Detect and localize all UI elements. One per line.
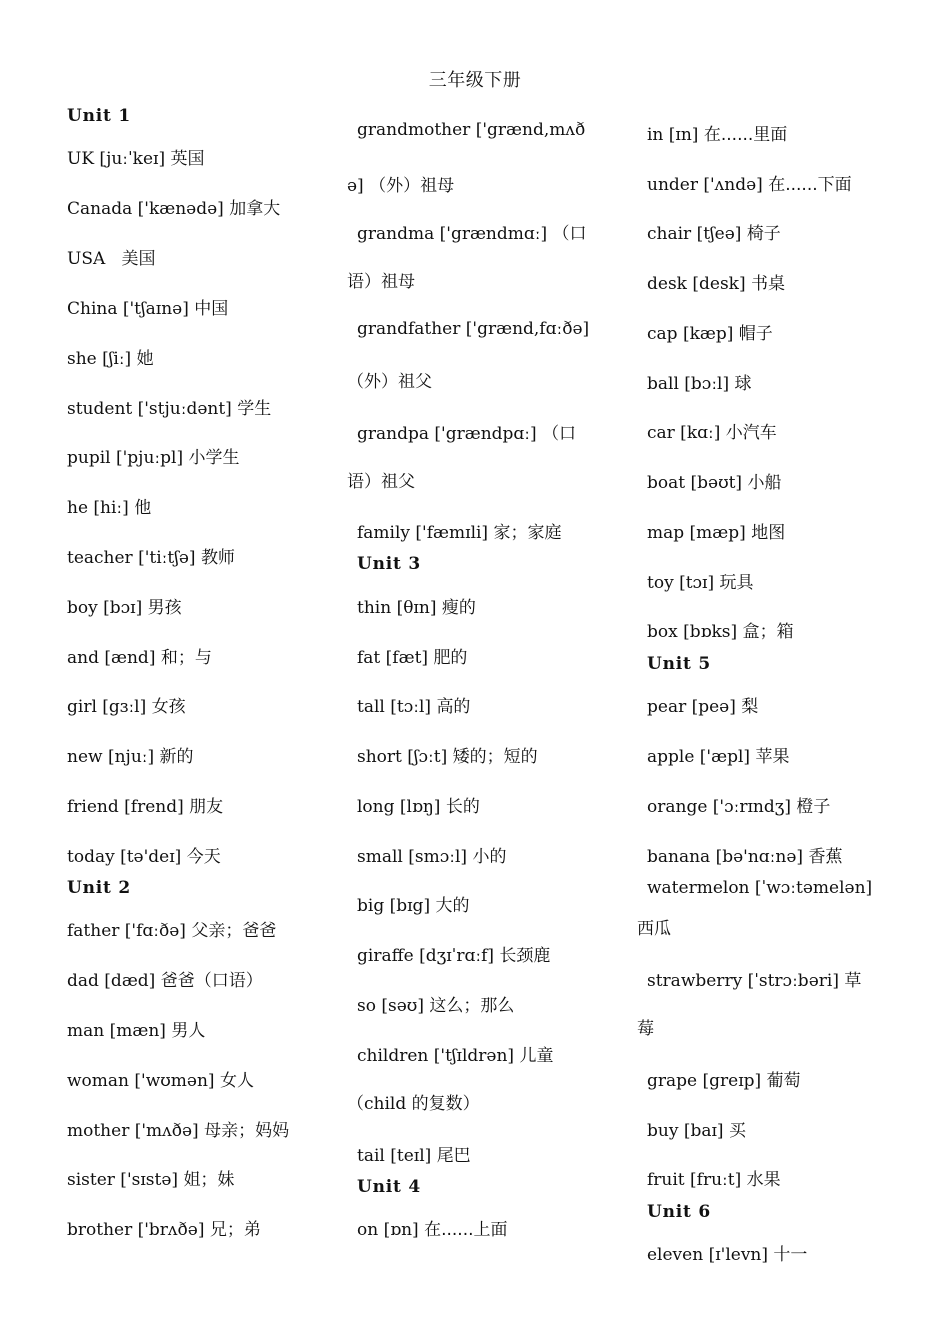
vocab-entry [67,1215,261,1240]
vocab-entry [357,941,550,966]
word-cn: 男孩 [147,598,182,618]
word-cn: 他 [134,498,152,518]
unit-heading: Unit 4 [357,1177,422,1197]
word-en: box [bɒks] [647,622,738,642]
vocab-entry [357,891,469,916]
word-en: tail [teɪl] [357,1146,432,1166]
vocab-entry [357,842,506,867]
word-en: chair [tʃeə] [647,224,742,244]
vocab-entry [67,842,221,867]
vocab-entry [357,219,587,244]
word-cn: 书桌 [751,274,786,294]
word-cn: 儿童 [519,1046,554,1066]
vocab-entry [647,966,861,991]
vocab-entry [67,1165,234,1190]
word-cn: 在......上面 [424,1220,508,1240]
vocab-entry [67,443,239,468]
word-en: grandmother ['grænd,mʌð [357,120,586,140]
word-cn: 朋友 [189,797,224,817]
word-en: long [lɒŋ] [357,797,441,817]
word-cn: 的复数） [411,1094,480,1114]
vocab-entry [647,742,789,767]
word-cn: 家；家庭 [493,523,562,543]
word-cn: 教师 [200,548,235,568]
vocab-entry [647,219,781,244]
word-cn: 玩具 [719,573,754,593]
vocab-entry [647,792,830,817]
word-en: ə] [347,176,364,196]
word-en: she [ʃiː] [67,349,132,369]
word-en: cap [kæp] [647,324,734,344]
vocab-entry [357,792,480,817]
word-en: small [smɔːl] [357,847,468,867]
word-cn: 小的 [472,847,507,867]
word-en: giraffe [dʒɪˈrɑːf] [357,946,495,966]
word-en: family ['fæmɪli] [357,523,489,543]
vocab-entry [67,916,276,941]
word-cn: 长的 [445,797,480,817]
vocab-entry [357,518,561,543]
word-en: watermelon [ˈwɔːtəmelən] [647,878,873,898]
word-cn: 学生 [237,399,272,419]
vocab-entry [647,269,785,294]
word-cn: 橙子 [796,797,831,817]
word-cn: 语）祖父 [347,472,415,492]
vocab-entry [67,294,228,319]
word-en: eleven [ɪ'levn] [647,1245,769,1265]
word-cn: 今天 [186,847,221,867]
vocab-entry [357,692,470,717]
word-en: mother ['mʌðə] [67,1121,199,1141]
word-cn: 长颈鹿 [499,946,551,966]
word-en: woman ['wʊmən] [67,1071,215,1091]
word-en: ball [bɔːl] [647,374,730,394]
vocab-entry [357,742,538,767]
word-en: boat [bəʊt] [647,473,743,493]
vocab-entry-continued [347,171,454,196]
word-cn: 草 [844,971,862,991]
word-cn: 兄；弟 [209,1220,261,1240]
vocab-entry [357,593,476,618]
word-cn: 水果 [746,1170,781,1190]
word-en: orange ['ɔːrɪndʒ] [647,797,791,817]
word-en: banana [bə'nɑːnə] [647,847,804,867]
word-cn: 高的 [436,697,471,717]
word-en: fruit [fruːt] [647,1170,742,1190]
vocab-entry [647,617,794,642]
word-en: dad [dæd] [67,971,156,991]
unit-heading: Unit 5 [647,654,712,674]
vocab-entry-continued [347,467,415,492]
vocab-entry [67,1066,254,1091]
vocab-entry [67,344,154,369]
word-en: car [kɑː] [647,423,721,443]
word-cn: 苹果 [755,747,790,767]
vocab-entry [357,1041,553,1066]
word-cn: 姐；妹 [183,1170,235,1190]
word-en: grandpa ['grændpɑː] [357,424,537,444]
vocab-entry [67,742,194,767]
word-cn: （外）祖母 [369,176,455,196]
word-cn: 帽子 [738,324,773,344]
word-cn: （外）祖父 [347,372,432,392]
word-en: strawberry [ˈstrɔːbəri] [647,971,839,991]
vocab-entry [67,1016,205,1041]
word-en: buy [baɪ] [647,1121,724,1141]
word-cn: 和；与 [160,648,212,668]
word-en: on [ɒn] [357,1220,419,1240]
word-cn: 小学生 [188,448,240,468]
word-en: new [njuː] [67,747,155,767]
vocab-entry [647,1165,781,1190]
unit-heading: Unit 3 [357,554,422,574]
vocab-entry [647,319,773,344]
word-cn: 美国 [121,249,156,269]
word-cn: 新的 [159,747,194,767]
word-en: under ['ʌndə] [647,175,763,195]
vocab-entry [647,1066,801,1091]
word-cn: 父亲；爸爸 [191,921,277,941]
word-en: map [mæp] [647,523,746,543]
vocab-entry [647,369,752,394]
word-cn: （口 [552,224,587,244]
word-en: man [mæn] [67,1021,166,1041]
word-en: China ['tʃaɪnə] [67,299,189,319]
vocab-entry [647,170,852,195]
vocab-entry [647,568,754,593]
vocab-entry [647,692,758,717]
word-en: brother ['brʌðə] [67,1220,205,1240]
word-en: fat [fæt] [357,648,429,668]
word-en: boy [bɔɪ] [67,598,143,618]
vocab-entry [67,394,271,419]
vocab-entry [67,792,223,817]
vocab-entry [647,1116,746,1141]
vocab-entry [357,643,467,668]
word-en: tall [tɔːl] [357,697,432,717]
vocab-entry [67,543,235,568]
word-en: and [ænd] [67,648,156,668]
word-cn: 中国 [194,299,229,319]
word-en: apple ['æpl] [647,747,751,767]
vocab-entry [647,468,781,493]
vocab-entry [647,120,787,145]
word-en: （child [347,1094,407,1114]
vocab-entry [67,593,182,618]
word-cn: 十一 [773,1245,808,1265]
word-cn: 大的 [435,896,470,916]
page-title: 三年级下册 [428,70,522,91]
word-en: children ['tʃɪldrən] [357,1046,515,1066]
word-cn: 在......里面 [703,125,788,145]
vocab-entry [67,1116,289,1141]
word-cn: 女孩 [151,697,186,717]
word-cn: 葡萄 [766,1071,801,1091]
word-cn: 瘦的 [441,598,476,618]
word-en: toy [tɔɪ] [647,573,715,593]
vocab-entry [67,144,205,169]
vocab-entry [357,120,585,140]
vocab-entry [357,1215,508,1240]
word-en: big [bɪg] [357,896,431,916]
word-en: Canada ['kænədə] [67,199,224,219]
word-cn: 加拿大 [229,199,281,219]
vocab-entry [647,878,872,898]
vocab-entry-continued [637,914,671,939]
word-cn: 矮的；短的 [452,747,538,767]
vocab-entry [357,419,576,444]
word-cn: 她 [136,349,154,369]
word-en: pear [peə] [647,697,736,717]
word-cn: 梨 [741,697,759,717]
vocab-entry-continued [347,1089,480,1114]
word-en: sister ['sɪstə] [67,1170,179,1190]
vocab-entry [67,194,280,219]
word-en: today [tə'deɪ] [67,847,182,867]
vocab-entry [647,418,777,443]
word-cn: 母亲；妈妈 [204,1121,290,1141]
word-cn: 香蕉 [808,847,843,867]
vocab-entry [67,692,186,717]
word-en: thin [θɪn] [357,598,437,618]
vocab-entry [357,319,589,339]
word-cn: 地图 [751,523,786,543]
word-en: grape [greɪp] [647,1071,762,1091]
word-en: in [ɪn] [647,125,699,145]
unit-heading: Unit 1 [67,106,132,126]
word-en: UK [juːˈkeɪ] [67,149,166,169]
word-cn: 女人 [219,1071,254,1091]
word-cn: 这么；那么 [429,996,515,1016]
word-en: short [ʃɔːt] [357,747,448,767]
word-en: teacher ['tiːtʃə] [67,548,196,568]
word-cn: 买 [728,1121,746,1141]
word-cn: 球 [734,374,752,394]
word-en: so [səʊ] [357,996,424,1016]
word-en: grandma ['grændmɑː] [357,224,548,244]
unit-heading: Unit 6 [647,1202,712,1222]
word-cn: 西瓜 [637,919,671,939]
vocab-entry [67,244,155,269]
word-cn: 莓 [637,1019,654,1039]
vocab-entry [67,493,151,518]
word-en: friend [frend] [67,797,184,817]
vocab-entry-continued [637,1014,654,1039]
word-en: he [hiː] [67,498,129,518]
word-cn: 英国 [170,149,205,169]
word-cn: （口 [542,424,577,444]
vocab-entry [357,991,514,1016]
word-en: desk [desk] [647,274,746,294]
word-en: father ['fɑːðə] [67,921,186,941]
unit-heading: Unit 2 [67,878,132,898]
vocab-entry [647,842,842,867]
vocab-entry-continued [347,367,432,392]
vocab-entry-continued [347,267,415,292]
word-cn: 男人 [171,1021,206,1041]
word-cn: 小船 [747,473,782,493]
vocab-entry [357,1141,471,1166]
vocab-entry [67,966,263,991]
word-en: student ['stjuːdənt] [67,399,232,419]
word-en: girl [gɜːl] [67,697,147,717]
vocab-entry [647,1240,807,1265]
word-cn: 在......下面 [768,175,852,195]
word-cn: 肥的 [433,648,468,668]
word-cn: 椅子 [746,224,781,244]
word-cn: 语）祖母 [347,272,415,292]
vocab-entry [67,643,212,668]
word-en: pupil ['pjuːpl] [67,448,184,468]
vocab-entry [647,518,785,543]
word-en: grandfather ['grænd,fɑːðə] [357,319,590,339]
word-cn: 尾巴 [436,1146,471,1166]
word-cn: 盒；箱 [742,622,794,642]
word-cn: 爸爸（口语） [160,971,263,991]
word-en: USA [67,249,106,269]
word-cn: 小汽车 [725,423,777,443]
